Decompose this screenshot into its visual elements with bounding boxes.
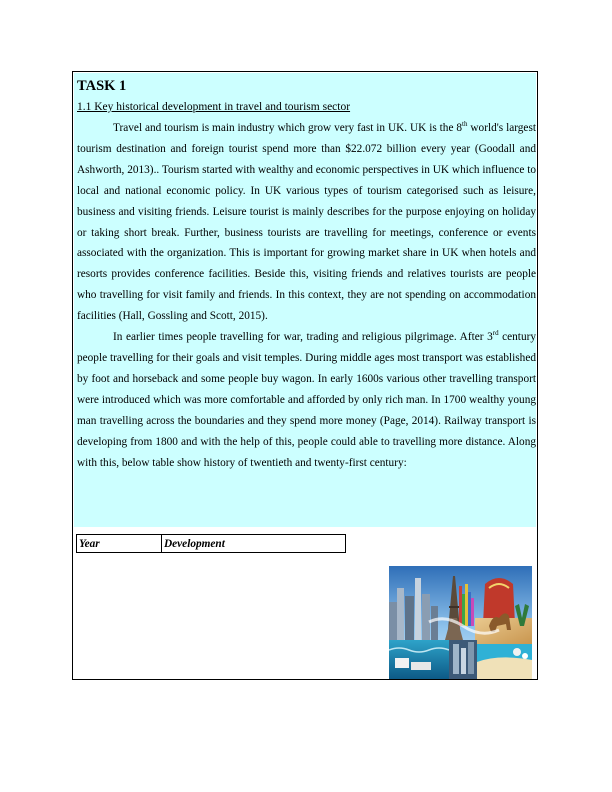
task-highlight-block xyxy=(74,73,536,527)
column-header-development: Development xyxy=(162,535,346,553)
p1-text-b: world's largest tourism destination and foreign tourist spend more than $22.072 billion every year (Goodall and Ashworth, 2013).. Tourism started with wealthy and economic perspectives in UK which influence to local and national economic policy. In UK various types of tourism categorised such as leisure, business and visiting friends. Leisure tourist is mainly describes for the purpose enjoying on holiday or taking short break. Further, business tourists are travelling for meetings, conference or events associated with the organization. This is important for growing market share in UK when hotels and resorts provides conference facilities. Beside this, visiting friends and relatives tourists are people who travelling for visit family and friends. In this context, they are not spending on accommodation facilities (Hall, Gossling and Scott, 2015). xyxy=(77,122,536,323)
task-box xyxy=(72,71,538,680)
p2-text-a: In earlier times people travelling for war, trading and religious pilgrimage. After 3 xyxy=(113,331,493,344)
development-table xyxy=(76,534,346,553)
table-header-row xyxy=(77,535,346,553)
body-text xyxy=(77,118,536,473)
p1-text-a: Travel and tourism is main industry which grow very fast in UK. UK is the 8 xyxy=(113,122,463,134)
paragraph-1 xyxy=(77,118,536,327)
paragraph-2 xyxy=(77,327,536,473)
task-title: TASK 1 xyxy=(77,78,127,94)
column-header-year: Year xyxy=(77,535,162,553)
tourism-collage-image xyxy=(389,566,532,679)
p1-superscript: th xyxy=(462,120,468,129)
p2-text-b: century people travelling for their goals and visit temples. During middle ages most transport was established by foot and horseback and some people buy wagon. In early 1600s various other travelling transport were introduced which was more comfortable and afforded by only rich man. In 1700 wealthy young man travelling across the boundaries and they spend more money (Page, 2014). Railway transport is developing from 1800 and with the help of this, people could able to travelling more distance. Along with this, below table show history of twentieth and twenty-first century: xyxy=(77,331,537,469)
section-heading: 1.1 Key historical development in travel and tourism sector xyxy=(77,101,351,113)
p2-superscript: rd xyxy=(492,329,499,338)
